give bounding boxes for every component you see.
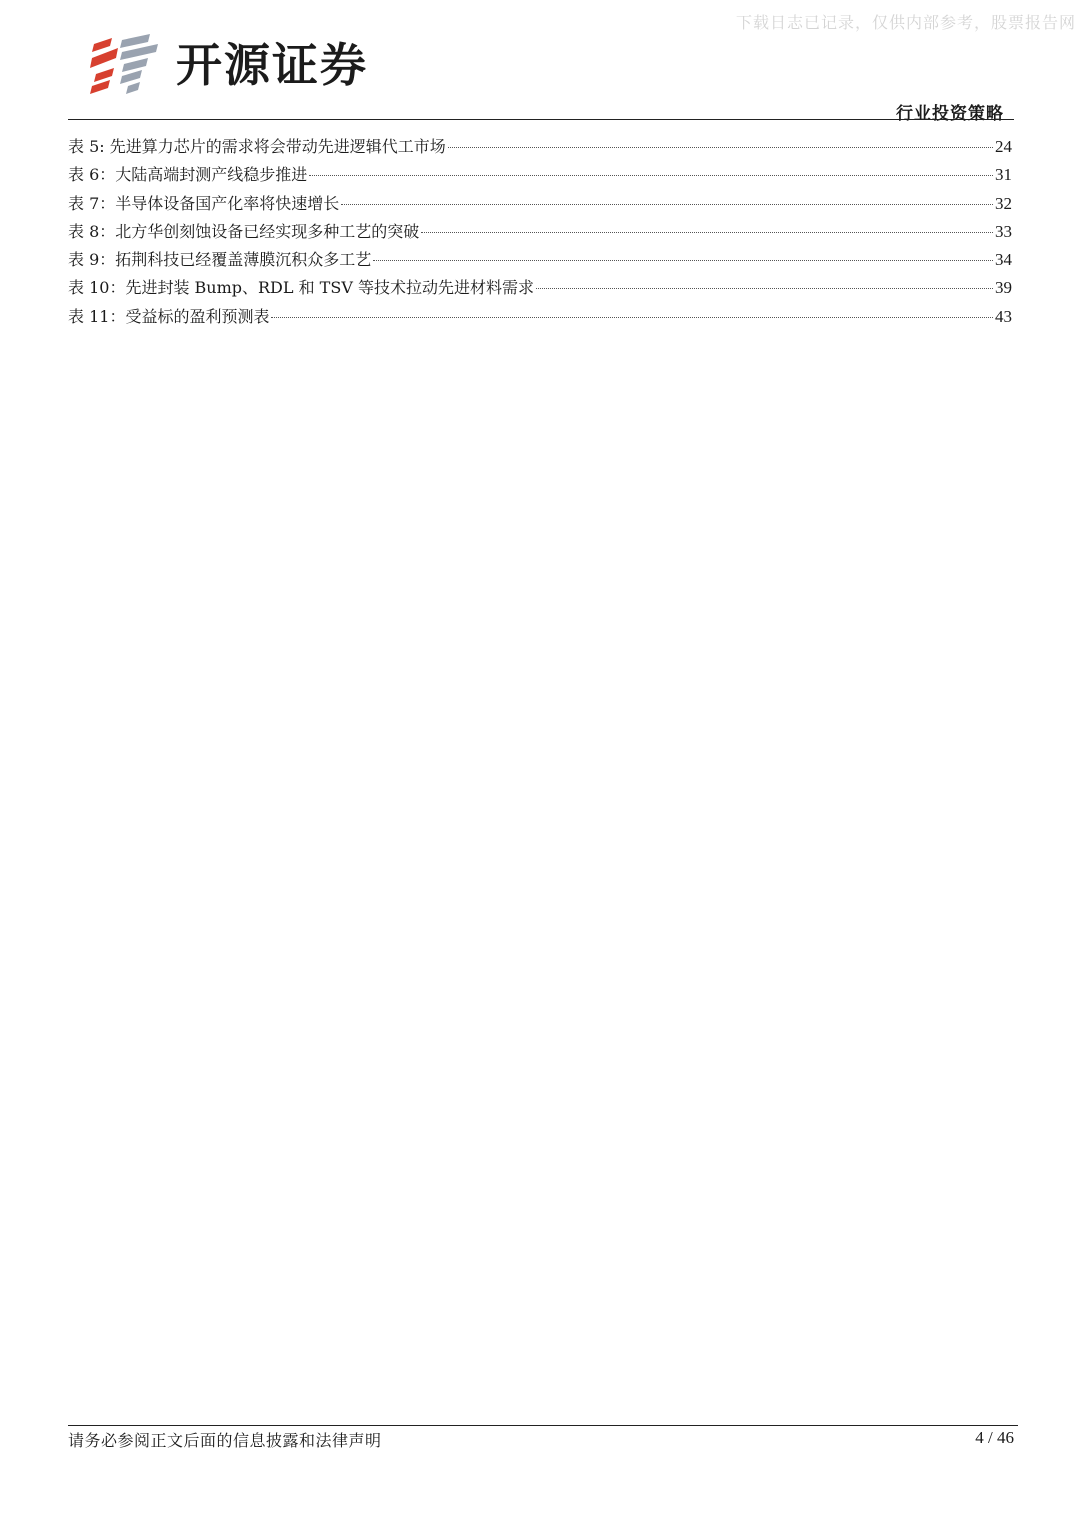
watermark-text: 下载日志已记录，仅供内部参考，股票报告网 — [735, 13, 1076, 32]
toc-entry[interactable] — [68, 219, 1012, 247]
toc-entry[interactable] — [68, 162, 1012, 190]
toc-entry-label: 表 9：拓荆科技已经覆盖薄膜沉积众多工艺 — [68, 250, 372, 270]
page-number: 4 / 46 — [975, 1428, 1014, 1447]
toc-entry[interactable] — [68, 134, 1012, 162]
brand-name: 开源证券 — [176, 38, 368, 92]
toc-entry[interactable] — [68, 275, 1012, 303]
logo-mark-icon — [88, 34, 162, 96]
toc-leader-dots — [421, 232, 993, 233]
toc-entry-page: 43 — [995, 306, 1012, 326]
toc-entry-label: 表 5: 先进算力芯片的需求将会带动先进逻辑代工市场 — [68, 137, 446, 156]
toc-entry-page: 33 — [995, 221, 1012, 241]
toc-leader-dots — [271, 317, 993, 318]
toc-entry[interactable] — [68, 247, 1012, 275]
toc-entry-label: 表 7：半导体设备国产化率将快速增长 — [68, 193, 340, 213]
header-divider — [68, 119, 1014, 120]
footer-divider — [68, 1425, 1018, 1426]
toc-entry-page: 32 — [995, 193, 1012, 213]
toc-entry-page: 39 — [995, 278, 1012, 298]
toc-entry-label: 表 11：受益标的盈利预测表 — [68, 306, 270, 326]
toc-entry-page: 31 — [995, 165, 1012, 185]
toc-entry-label: 表 10：先进封装 Bump、RDL 和 TSV 等技术拉动先进材料需求 — [68, 278, 534, 298]
toc-leader-dots — [448, 147, 993, 148]
table-of-contents — [68, 134, 1012, 332]
section-title: 行业投资策略 — [896, 104, 1004, 124]
toc-entry[interactable] — [68, 304, 1012, 332]
toc-leader-dots — [309, 175, 993, 176]
toc-entry[interactable] — [68, 191, 1012, 219]
company-logo — [88, 34, 368, 96]
toc-entry-page: 24 — [995, 137, 1012, 156]
toc-entry-page: 34 — [995, 250, 1012, 270]
toc-leader-dots — [373, 260, 993, 261]
toc-leader-dots — [341, 204, 993, 205]
toc-leader-dots — [536, 288, 993, 289]
toc-entry-label: 表 8：北方华创刻蚀设备已经实现多种工艺的突破 — [68, 221, 420, 241]
toc-entry-label: 表 6：大陆高端封测产线稳步推进 — [68, 165, 308, 185]
footer-disclaimer: 请务必参阅正文后面的信息披露和法律声明 — [68, 1431, 382, 1450]
